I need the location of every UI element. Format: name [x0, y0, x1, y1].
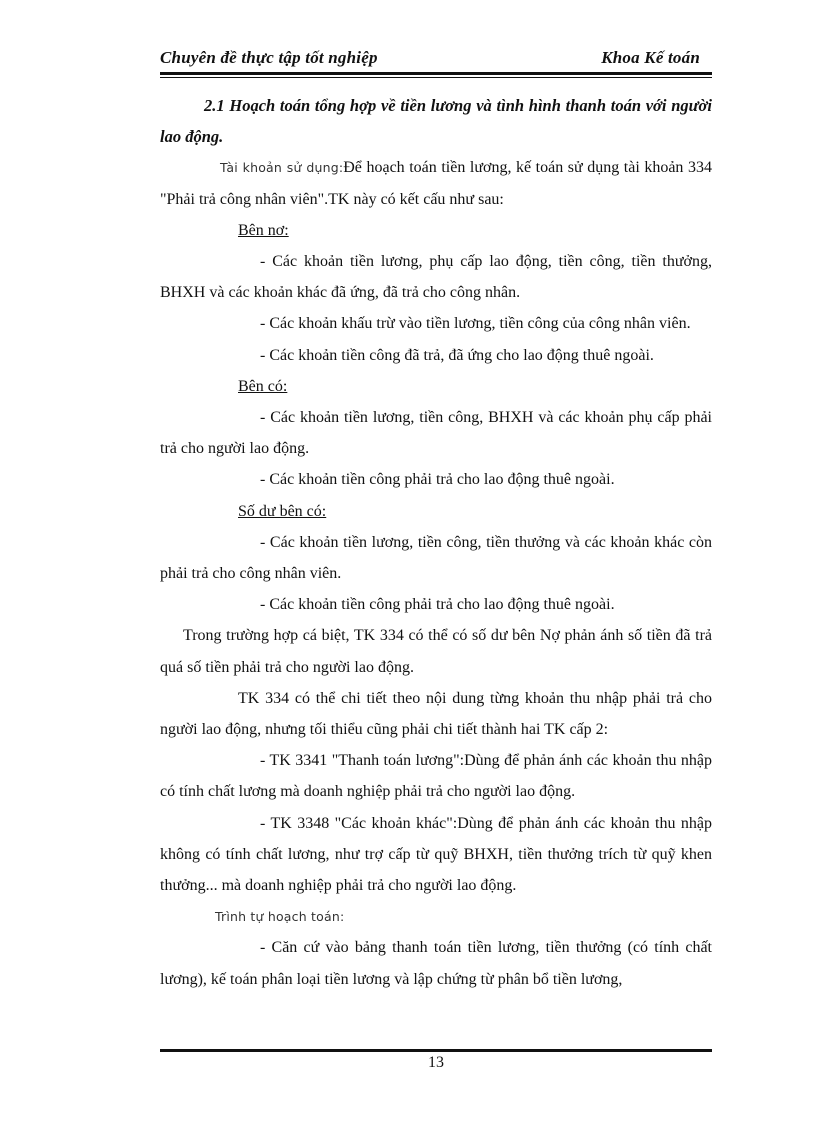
- intro-label: Tài khoản sử dụng:: [220, 160, 344, 176]
- header-rule-thin: [160, 77, 712, 78]
- so-du-item: - Các khoản tiền lương, tiền công, tiền thưởng và các khoản khác còn phải trả cho công nhân viên.: [160, 533, 712, 583]
- trinh-tu-label: Trình tự hoạch toán:: [215, 909, 345, 925]
- ben-co-label: Bên có:: [238, 377, 288, 395]
- ben-no-label: Bên nơ:: [238, 221, 289, 239]
- footer-rule: [160, 1049, 712, 1052]
- ben-co-item: - Các khoản tiền công phải trả cho lao động thuê ngoài.: [260, 471, 615, 489]
- ben-co-item: - Các khoản tiền lương, tiền công, BHXH và các khoản phụ cấp phải trả cho người lao động.: [160, 409, 712, 458]
- trinh-tu-text: - Căn cứ vào bảng thanh toán tiền lương, tiền thưởng (có tính chất lương), kế toán phân loại tiền lương và lập chứng từ phân bổ tiền lương,: [160, 939, 712, 988]
- ben-no-item: - Các khoản tiền lương, phụ cấp lao động, tiền công, tiền thưởng, BHXH và các khoản khác đã ứng, đã trả cho công nhân.: [160, 253, 712, 302]
- intro-paragraph: [160, 152, 712, 214]
- page-content: [160, 90, 712, 995]
- body-paragraph: Trong trường hợp cá biệt, TK 334 có thể có số dư bên Nợ phản ánh số tiền đã trả quá số tiền phải trả cho người lao động.: [160, 627, 712, 676]
- tk-item: - TK 3348 "Các khoản khác":Dùng để phản ánh các khoản thu nhập không có tính chất lương, như trợ cấp từ quỹ BHXH, tiền thưởng trích từ quỹ khen thưởng... mà doanh nghiệp phải trả cho người lao động.: [160, 814, 712, 895]
- so-du-item: - Các khoản tiền công phải trả cho lao động thuê ngoài.: [260, 596, 615, 614]
- so-du-label: Số dư bên có:: [238, 502, 327, 520]
- tk-item: - TK 3341 "Thanh toán lương":Dùng để phản ánh các khoản thu nhập có tính chất lương mà doanh nghiệp phải trả cho người lao động.: [160, 752, 712, 801]
- body-paragraph: TK 334 có thể chi tiết theo nội dung từng khoản thu nhập phải trả cho người lao động, nhưng tối thiểu cũng phải chi tiết thành hai TK cấp 2:: [160, 689, 712, 739]
- header-rule-thick: [160, 72, 712, 75]
- ben-no-item: - Các khoản tiền công đã trả, đã ứng cho lao động thuê ngoài.: [260, 346, 654, 364]
- trinh-tu-label-row: [160, 901, 712, 932]
- page-number: 13: [428, 1054, 444, 1071]
- header-left-title: Chuyên đề thực tập tốt nghiệp: [160, 48, 378, 67]
- header-right-title: Khoa Kế toán: [601, 48, 700, 67]
- page-header: [160, 44, 712, 72]
- section-title: 2.1 Hoạch toán tổng hợp về tiền lương và tình hình thanh toán với người lao động.: [160, 96, 712, 147]
- ben-no-item: - Các khoản khấu trừ vào tiền lương, tiền công của công nhân viên.: [260, 315, 691, 333]
- intro-text: Để hoạch toán tiền lương, kế toán sử dụng tài khoản 334 "Phải trả công nhân viên".TK này có kết cấu như sau:: [160, 159, 712, 208]
